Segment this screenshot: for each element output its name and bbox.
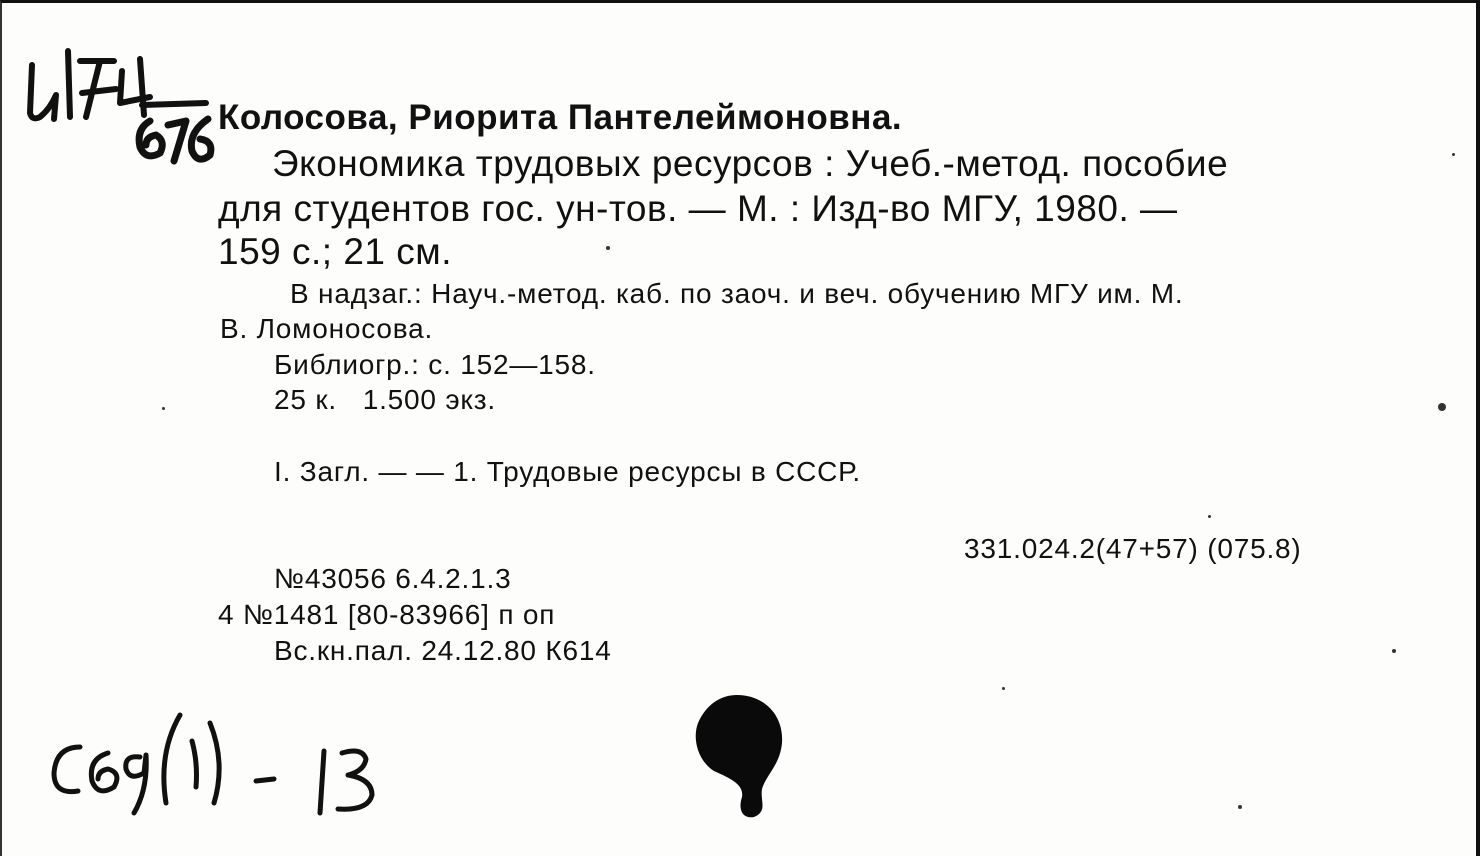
- handwritten-shelfmark: [16, 21, 216, 171]
- speck-mark: [1452, 153, 1455, 156]
- speck-mark: [162, 407, 165, 410]
- speck-mark: [606, 246, 610, 250]
- udc-classification: 331.024.2(47+57) (075.8): [964, 533, 1302, 564]
- ink-blot-hole: [692, 693, 802, 833]
- series-note-line-2: В. Ломоносова.: [220, 313, 434, 344]
- speck-mark: [1002, 687, 1005, 690]
- bibliography-note: Библиогр.: с. 152—158.: [274, 349, 596, 380]
- title-line-1: Экономика трудовых ресурсов : Учеб.-метод. пособие: [272, 143, 1229, 184]
- book-chamber-line: Вс.кн.пал. 24.12.80 К614: [274, 635, 612, 666]
- shelfmark-bottom: [139, 119, 211, 161]
- series-note-line-1: В надзаг.: Науч.-метод. каб. по заоч. и веч. обучению МГУ им. М.: [290, 278, 1184, 309]
- speck-mark: [1392, 649, 1396, 653]
- title-line-3: 159 с.; 21 см.: [218, 231, 453, 272]
- shelfmark-top: [30, 51, 206, 119]
- title-line-2: для студентов гос. ун-тов. — М. : Изд-во МГУ, 1980. —: [218, 188, 1178, 229]
- speck-mark: [1208, 515, 1211, 518]
- handwritten-code: [42, 703, 402, 833]
- price-and-run: 25 к. 1.500 экз.: [274, 384, 497, 415]
- order-line: 4 №1481 [80-83966] п оп: [218, 599, 556, 630]
- speck-mark: [1438, 403, 1446, 411]
- record-number: №43056 6.4.2.1.3: [274, 563, 512, 594]
- speck-mark: [1238, 805, 1242, 809]
- subject-tracings: I. Загл. — — 1. Трудовые ресурсы в СССР.: [274, 456, 861, 487]
- author-heading: Колосова, Риорита Пантелеймоновна.: [218, 98, 903, 137]
